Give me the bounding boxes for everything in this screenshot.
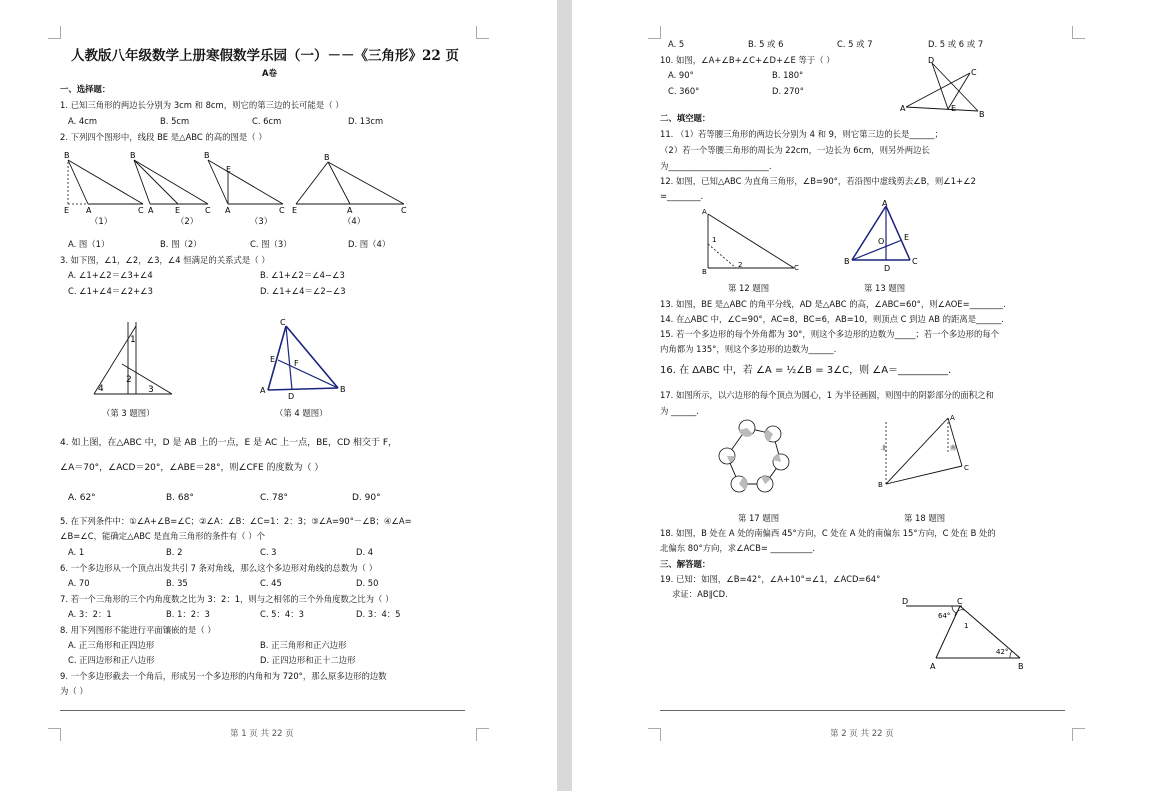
svg-text:B: B (64, 151, 70, 160)
question-12-line1: 12. 如图，已知△ABC 为直角三角形，∠B=90°，若沿图中虚线剪去∠B，则∠1+∠2 (660, 176, 976, 186)
question-9-line2: 为（ ） (60, 686, 88, 696)
option-d: D. 90° (352, 493, 381, 503)
svg-text:D: D (884, 264, 891, 273)
svg-text:C: C (957, 597, 963, 606)
question-11-line3: 为________________________. (660, 161, 772, 171)
question-9-line1: 9. 一个多边形截去一个角后，形成另一个多边形的内角和为 720°，那么原多边形的边数 (60, 671, 387, 681)
svg-text:A: A (148, 206, 154, 215)
question-11-line1: 11. （1）若等腰三角形的两边长分别为 4 和 9，则它第三边的长是______； (660, 129, 943, 139)
section-heading: 一、选择题： (60, 84, 111, 94)
option-b: B. 图（2） (160, 239, 202, 249)
figure-caption: （3） (250, 216, 273, 226)
svg-text:2: 2 (738, 261, 743, 269)
figure-caption: （2） (176, 216, 199, 226)
option-a: A. 62° (68, 493, 96, 503)
svg-text:B: B (1018, 662, 1024, 671)
svg-text:北: 北 (881, 445, 888, 452)
svg-text:A: A (225, 206, 231, 215)
svg-text:E: E (904, 233, 910, 242)
option-c: C. 360° (668, 86, 700, 96)
svg-text:A: A (882, 199, 888, 208)
question-5-line1: 5. 在下列条件中：①∠A+∠B=∠C；②∠A：∠B：∠C=1：2：3；③∠A=90°－∠B；④∠A= (60, 516, 412, 526)
page-2 (572, 0, 1161, 791)
option-b: B. 68° (166, 493, 194, 503)
svg-text:B: B (204, 151, 210, 160)
option-d: D. 正四边形和正十二边形 (260, 655, 356, 665)
figure-caption: （1） (90, 216, 113, 226)
q2-figure-1 (64, 151, 144, 215)
svg-text:A: A (950, 414, 955, 422)
svg-text:B: B (324, 153, 330, 162)
question-17-line2: 为 ______. (660, 406, 699, 416)
figure-caption: （第 3 题图） (102, 408, 155, 418)
option-c: C. 78° (260, 493, 288, 503)
option-d: D. 5 或 6 或 7 (928, 39, 984, 49)
svg-text:B: B (844, 257, 850, 266)
svg-text:A: A (86, 206, 92, 215)
margin-corner (48, 728, 61, 741)
page-footer: 第 2 页 共 22 页 (830, 729, 894, 739)
option-c: C. 图（3） (250, 239, 292, 249)
option-a: A. 70 (68, 578, 90, 588)
margin-corner (648, 728, 661, 741)
margin-corner (476, 728, 489, 741)
question-18-line2: 北偏东 80°方向，求∠ACB= __________. (660, 543, 816, 553)
svg-text:D: D (902, 597, 909, 606)
figure-q3 (88, 318, 178, 398)
option-c: C. 5：4：3 (260, 609, 304, 619)
option-a: A. 4cm (68, 116, 97, 126)
svg-text:2: 2 (126, 375, 132, 385)
question-7: 7. 若一个三角形的三个内角度数之比为 3：2：1，则与之相邻的三个外角度数之比为（ ） (60, 594, 394, 604)
question-12-line2: =________. (660, 191, 704, 201)
option-a: A. 90° (668, 70, 694, 80)
option-a: A. 3：2：1 (68, 609, 112, 619)
question-19-line2: 求证：AB∥CD. (672, 589, 728, 599)
svg-text:E: E (951, 104, 957, 113)
margin-corner (48, 26, 61, 39)
option-b: B. 2 (166, 547, 183, 557)
figure-caption: （第 4 题图） (275, 408, 328, 418)
option-c: C. ∠1+∠4＝∠2+∠3 (68, 286, 153, 296)
q2-figure-3 (204, 151, 285, 215)
page-1 (0, 0, 557, 791)
svg-text:1: 1 (130, 335, 136, 345)
svg-text:D: D (288, 392, 295, 401)
footer-rule (660, 710, 1065, 711)
question-6: 6. 一个多边形从一个顶点出发共引 7 条对角线，那么这个多边形对角线的总数为（ ） (60, 563, 378, 573)
question-18-line1: 18. 如图，B 处在 A 处的南偏西 45°方向，C 处在 A 处的南偏东 15°方向，C 处在 B 处的 (660, 528, 996, 538)
svg-text:E: E (175, 206, 181, 215)
question-14: 14. 在△ABC 中，∠C=90°，AC=8，BC=6，AB=10，则顶点 C 到边 AB 的距离是______. (660, 314, 1004, 324)
svg-text:B: B (702, 268, 707, 276)
figure-q17 (717, 418, 797, 498)
svg-text:B: B (878, 481, 883, 489)
svg-text:C: C (964, 464, 969, 472)
svg-text:C: C (401, 206, 407, 215)
question-19-line1: 19. 已知：如图，∠B=42°，∠A+10°=∠1，∠ACD=64° (660, 574, 881, 584)
page-gap (557, 0, 572, 791)
svg-text:E: E (270, 355, 276, 364)
option-a: A. 5 (668, 39, 685, 49)
svg-text:E: E (292, 206, 298, 215)
question-17-line1: 17. 如图所示，以六边形的每个顶点为圆心，1 为半径画圆，则图中的阴影部分的面积之和 (660, 390, 994, 400)
option-b: B. 正三角形和正六边形 (260, 640, 347, 650)
svg-text:4: 4 (98, 384, 104, 394)
svg-text:42°: 42° (996, 648, 1009, 656)
svg-text:A: A (930, 662, 936, 671)
svg-text:C: C (205, 206, 211, 215)
figure-caption: 第 12 题图 (728, 283, 770, 293)
svg-text:B: B (340, 385, 346, 394)
option-d: D. 4 (356, 547, 374, 557)
option-d: D. ∠1+∠4＝∠2−∠3 (260, 286, 346, 296)
question-1: 1. 已知三角形的两边长分别为 3cm 和 8cm，则它的第三边的长可能是（ ） (60, 100, 344, 110)
svg-text:A: A (347, 206, 353, 215)
figure-q12 (702, 210, 802, 280)
svg-text:南: 南 (950, 445, 957, 452)
option-c: C. 正四边形和正八边形 (68, 655, 155, 665)
svg-text:C: C (971, 68, 977, 77)
figure-caption: 第 17 题图 (738, 513, 780, 523)
page-title: 人教版八年级数学上册寒假数学乐园（一）－－《三角形》22 页 (71, 48, 459, 64)
option-b: B. 5 或 6 (748, 39, 784, 49)
option-a: A. 正三角形和正四边形 (68, 640, 155, 650)
question-3: 3. 如下图，∠1，∠2，∠3，∠4 恒满足的关系式是（ ） (60, 255, 270, 265)
figure-caption: 第 13 题图 (864, 283, 906, 293)
option-b: B. 35 (166, 578, 188, 588)
figure-q4 (258, 318, 358, 400)
option-a: A. 1 (68, 547, 85, 557)
margin-corner (476, 26, 489, 39)
margin-corner (1072, 26, 1085, 39)
section-heading: 三、解答题： (660, 559, 711, 569)
svg-text:1: 1 (964, 622, 969, 630)
option-c: C. 3 (260, 547, 277, 557)
option-c: C. 45 (260, 578, 282, 588)
margin-corner (1072, 728, 1085, 741)
svg-text:A: A (260, 386, 266, 395)
option-d: D. 13cm (348, 116, 384, 126)
svg-text:D: D (928, 56, 935, 65)
page-footer: 第 1 页 共 22 页 (230, 729, 294, 739)
option-d: D. 图（4） (348, 239, 391, 249)
figure-q13 (842, 200, 922, 276)
svg-text:A: A (702, 208, 707, 216)
question-5-line2: ∠B=∠C，能确定△ABC 是直角三角形的条件有（ ）个 (60, 531, 265, 541)
svg-text:C: C (794, 264, 799, 272)
question-13: 13. 如图，BE 是△ABC 的角平分线，AD 是△ABC 的高，∠ABC=60°，则∠AOE=________. (660, 299, 1006, 309)
figure-caption: （4） (343, 216, 366, 226)
option-a: A. ∠1+∠2＝∠3+∠4 (68, 270, 153, 280)
figure-q10 (898, 55, 998, 123)
figure-q18 (878, 414, 978, 494)
question-4-line2: ∠A＝70°，∠ACD＝20°，∠ABE＝28°，则∠CFE 的度数为（ ） (60, 463, 324, 473)
option-d: D. 50 (356, 578, 379, 588)
svg-text:64°: 64° (938, 612, 951, 620)
option-b: B. ∠1+∠2＝∠4−∠3 (260, 270, 345, 280)
question-4-line1: 4. 如上图，在△ABC 中，D 是 AB 上的一点，E 是 AC 上一点，BE，CD 相交于 F， (60, 438, 398, 448)
question-8: 8. 用下列图形不能进行平面镶嵌的是（ ） (60, 625, 216, 635)
q2-figure-4 (292, 153, 407, 215)
question-16: 16. 在 ΔABC 中，若 ∠A = ½∠B = 3∠C，则 ∠A＝__________. (660, 365, 952, 376)
svg-text:C: C (912, 257, 918, 266)
section-a-label: A卷 (262, 68, 277, 78)
option-b: B. 5cm (160, 116, 190, 126)
option-b: B. 180° (772, 70, 804, 80)
option-b: B. 1：2：3 (166, 609, 210, 619)
question-10: 10. 如图，∠A+∠B+∠C+∠D+∠E 等于（ ） (660, 55, 835, 65)
margin-corner (648, 26, 661, 39)
figure-q19 (900, 596, 1030, 674)
footer-rule (60, 710, 465, 711)
question-11-line2: （2）若一个等腰三角形的周长为 22cm，一边长为 6cm，则另外两边长 (660, 145, 930, 155)
svg-text:B: B (979, 110, 985, 119)
option-c: C. 6cm (252, 116, 282, 126)
svg-text:F: F (294, 359, 299, 368)
svg-text:3: 3 (148, 385, 154, 395)
option-d: D. 3：4：5 (356, 609, 401, 619)
question-15-line1: 15. 若一个多边形的每个外角都为 30°，则这个多边形的边数为_____；若一个多边形的每个 (660, 329, 1000, 339)
question-2: 2. 下列四个图形中，线段 BE 是△ABC 的高的图是（ ） (60, 132, 267, 142)
svg-text:B: B (130, 151, 136, 160)
svg-text:C: C (138, 206, 144, 215)
option-a: A. 图（1） (68, 239, 110, 249)
svg-text:E: E (64, 206, 70, 215)
svg-text:A: A (900, 104, 906, 113)
svg-text:C: C (280, 318, 286, 327)
svg-text:O: O (878, 237, 885, 246)
section-heading: 二、填空题： (660, 113, 711, 123)
option-c: C. 5 或 7 (837, 39, 873, 49)
svg-text:1: 1 (712, 236, 717, 244)
figure-caption: 第 18 题图 (904, 513, 946, 523)
svg-text:C: C (279, 206, 285, 215)
option-d: D. 270° (772, 86, 804, 96)
svg-text:E: E (226, 165, 232, 174)
question-15-line2: 内角都为 135°，则这个多边形的边数为______. (660, 344, 837, 354)
